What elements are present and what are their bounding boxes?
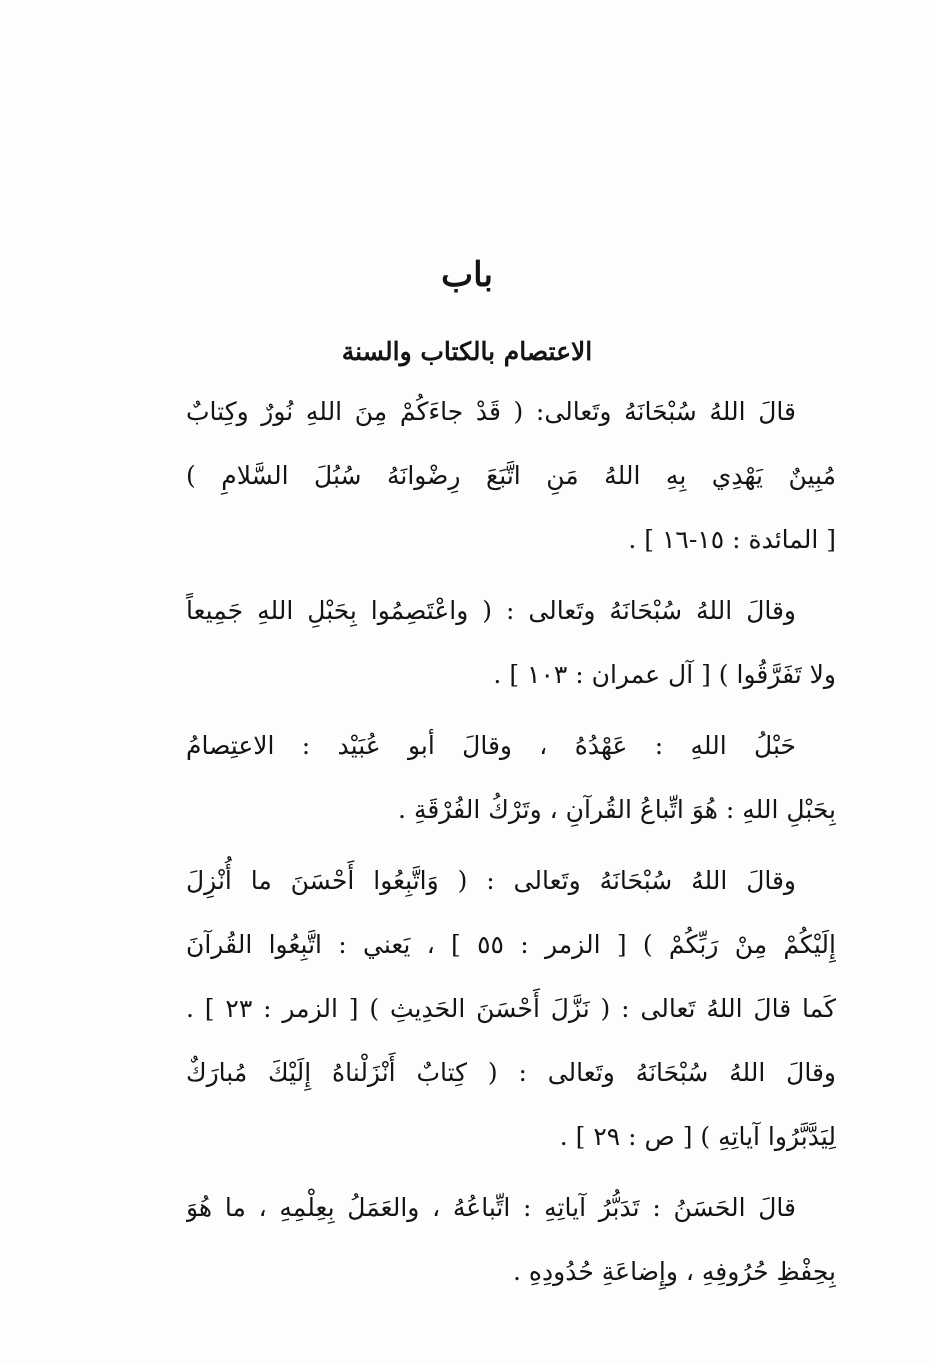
text-line: بِحَبْلِ اللهِ : هُوَ اتِّباعُ القُرآنِ ، وتَرْكُ الفُرْقَةِ .	[398, 795, 836, 824]
text-line: [ المائدة : ١٥-١٦ ] .	[628, 525, 836, 554]
text-line: ولا تَفَرَّقُوا ) [ آل عمران : ١٠٣ ] .	[493, 660, 836, 689]
text-line: لِيَدَّبَّرُوا آياتِهِ ) [ ص : ٢٩ ] .	[559, 1122, 836, 1151]
text-line: قالَ اللهُ سُبْحَانَهُ وتَعالى: ( قَدْ جاءَكُمْ مِنَ اللهِ نُورٌ وكِتابٌ	[186, 397, 796, 426]
paragraph-1	[186, 380, 836, 572]
chapter-heading: باب	[441, 255, 493, 295]
text-line: حَبْلُ اللهِ : عَهْدُهُ ، وقالَ أبو عُبَيْد : الاعتِصامُ	[186, 731, 796, 760]
text-line: كَما قالَ اللهُ تَعالى : ( نَزَّلَ أَحْسَنَ الحَدِيثِ ) [ الزمر : ٢٣ ] .	[186, 994, 836, 1023]
paragraph-5	[186, 1176, 836, 1304]
text-line: قالَ الحَسَنُ : تَدَبُّرُ آياتِهِ : اتِّباعُهُ ، والعَمَلُ بِعِلْمِهِ ، ما هُوَ	[186, 1193, 796, 1222]
text-line: وقالَ اللهُ سُبْحَانَهُ وتَعالى : ( وَاتَّبِعُوا أَحْسَنَ ما أُنْزِلَ	[186, 866, 796, 895]
text-line: إِلَيْكُمْ مِنْ رَبِّكُمْ ) [ الزمر : ٥٥ ] ، يَعني : اتَّبِعُوا القُرآنَ	[186, 930, 836, 959]
paragraph-3	[186, 714, 836, 842]
text-line: مُبِينٌ يَهْدِي بِهِ اللهُ مَنِ اتَّبَعَ رِضْوانَهُ سُبُلَ السَّلامِ )	[186, 461, 836, 490]
paragraph-2	[186, 579, 836, 707]
chapter-title: الاعتصام بالكتاب والسنة	[341, 337, 593, 366]
text-line: بِحِفْظِ حُرُوفِهِ ، وإِضاعَةِ حُدُودِهِ .	[513, 1257, 836, 1286]
text-line: وقالَ اللهُ سُبْحَانَهُ وتَعالى : ( كِتابٌ أَنْزَلْناهُ إِلَيْكَ مُبارَكٌ	[186, 1058, 836, 1087]
paragraph-4	[186, 849, 836, 1169]
text-line: وقالَ اللهُ سُبْحَانَهُ وتَعالى : ( واعْتَصِمُوا بِحَبْلِ اللهِ جَمِيعاً	[186, 596, 796, 625]
body-text	[186, 380, 836, 1311]
